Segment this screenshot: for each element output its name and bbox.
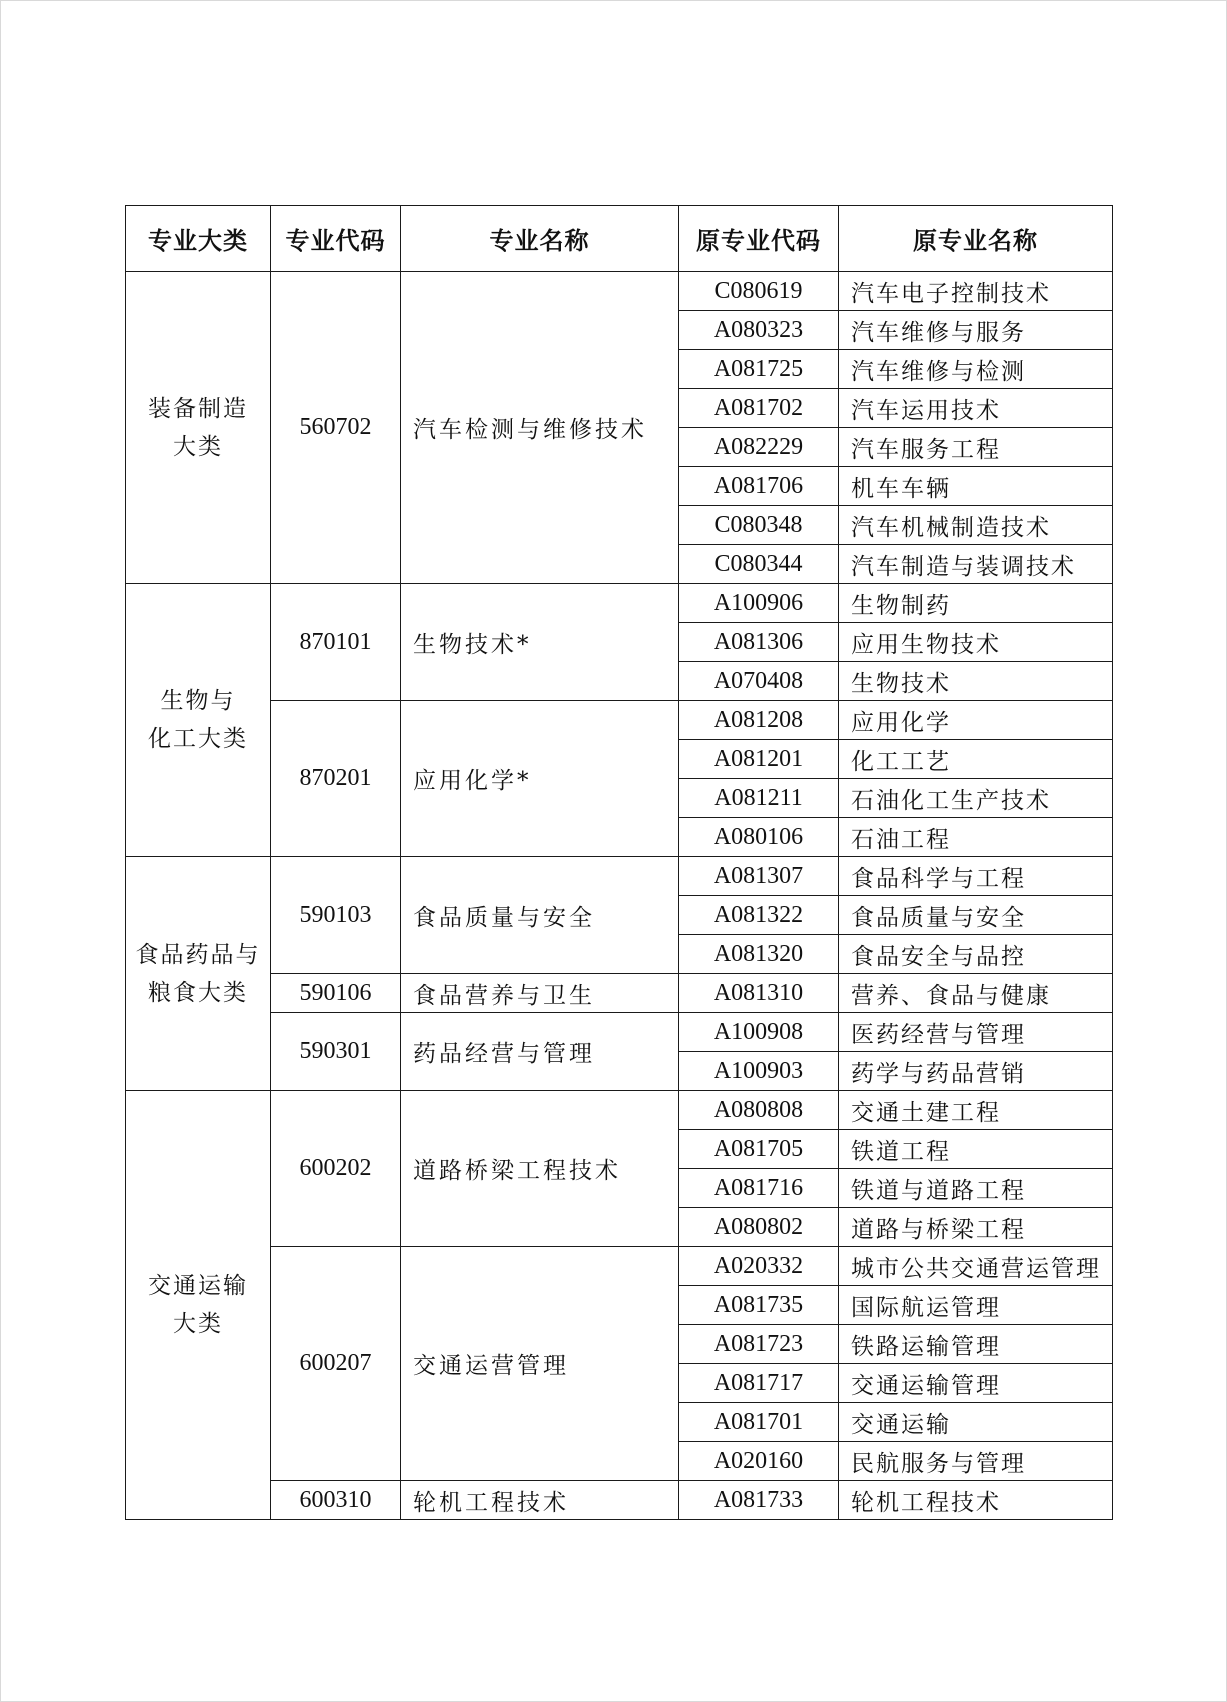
original-name-cell: 民航服务与管理 <box>839 1442 1113 1481</box>
original-name-cell: 交通运输 <box>839 1403 1113 1442</box>
original-code-cell: A081723 <box>679 1325 839 1364</box>
table-body <box>126 272 1113 1520</box>
major-code-cell: 560702 <box>271 272 401 584</box>
major-name-cell: 食品质量与安全 <box>401 857 679 974</box>
original-name-cell: 应用化学 <box>839 701 1113 740</box>
original-code-cell: A081733 <box>679 1481 839 1520</box>
original-name-cell: 城市公共交通营运管理 <box>839 1247 1113 1286</box>
original-name-cell: 生物制药 <box>839 584 1113 623</box>
table-row <box>126 1013 1113 1052</box>
category-cell <box>126 584 271 857</box>
original-name-cell: 机车车辆 <box>839 467 1113 506</box>
original-code-cell: A070408 <box>679 662 839 701</box>
table-row <box>126 974 1113 1013</box>
major-code-cell: 600207 <box>271 1247 401 1481</box>
original-code-cell: A081307 <box>679 857 839 896</box>
original-name-cell: 食品安全与品控 <box>839 935 1113 974</box>
original-code-cell: A081320 <box>679 935 839 974</box>
original-name-cell: 交通运输管理 <box>839 1364 1113 1403</box>
header-major-name: 专业名称 <box>401 206 679 272</box>
original-code-cell: A081735 <box>679 1286 839 1325</box>
original-name-cell: 汽车电子控制技术 <box>839 272 1113 311</box>
header-category: 专业大类 <box>126 206 271 272</box>
original-code-cell: A081705 <box>679 1130 839 1169</box>
category-name-line: 装备制造 <box>148 395 248 422</box>
original-name-cell: 食品质量与安全 <box>839 896 1113 935</box>
original-code-cell: A081322 <box>679 896 839 935</box>
original-name-cell: 国际航运管理 <box>839 1286 1113 1325</box>
original-code-cell: A020160 <box>679 1442 839 1481</box>
original-code-cell: A081211 <box>679 779 839 818</box>
original-code-cell: A100906 <box>679 584 839 623</box>
original-name-cell: 汽车机械制造技术 <box>839 506 1113 545</box>
category-name-line: 粮食大类 <box>148 979 248 1006</box>
major-code-cell: 590103 <box>271 857 401 974</box>
header-major-code: 专业代码 <box>271 206 401 272</box>
original-name-cell: 营养、食品与健康 <box>839 974 1113 1013</box>
original-name-cell: 轮机工程技术 <box>839 1481 1113 1520</box>
original-code-cell: A080808 <box>679 1091 839 1130</box>
major-code-cell: 590106 <box>271 974 401 1013</box>
original-name-cell: 石油化工生产技术 <box>839 779 1113 818</box>
table-row <box>126 857 1113 896</box>
table-row <box>126 701 1113 740</box>
original-code-cell: A081702 <box>679 389 839 428</box>
original-code-cell: A080106 <box>679 818 839 857</box>
category-name-line: 交通运输 <box>148 1273 248 1299</box>
major-code-cell: 590301 <box>271 1013 401 1091</box>
original-name-cell: 应用生物技术 <box>839 623 1113 662</box>
category-name-line: 化工大类 <box>148 726 248 752</box>
major-name-cell: 食品营养与卫生 <box>401 974 679 1013</box>
major-code-cell: 600202 <box>271 1091 401 1247</box>
major-name-cell: 汽车检测与维修技术 <box>401 272 679 584</box>
original-code-cell: A081717 <box>679 1364 839 1403</box>
header-original-name: 原专业名称 <box>839 206 1113 272</box>
original-name-cell: 汽车制造与装调技术 <box>839 545 1113 584</box>
original-code-cell: A081310 <box>679 974 839 1013</box>
category-cell <box>126 857 271 1091</box>
major-name-cell: 生物技术* <box>401 584 679 701</box>
header-original-code: 原专业代码 <box>679 206 839 272</box>
original-name-cell: 铁道与道路工程 <box>839 1169 1113 1208</box>
original-name-cell: 汽车服务工程 <box>839 428 1113 467</box>
original-code-cell: A081208 <box>679 701 839 740</box>
original-name-cell: 石油工程 <box>839 818 1113 857</box>
major-name-cell: 道路桥梁工程技术 <box>401 1091 679 1247</box>
original-name-cell: 化工工艺 <box>839 740 1113 779</box>
category-name-line: 大类 <box>173 433 223 460</box>
original-code-cell: C080619 <box>679 272 839 311</box>
major-code-cell: 600310 <box>271 1481 401 1520</box>
original-code-cell: A080323 <box>679 311 839 350</box>
major-code-cell: 870201 <box>271 701 401 857</box>
category-cell <box>126 1091 271 1520</box>
major-name-cell: 交通运营管理 <box>401 1247 679 1481</box>
original-code-cell: A082229 <box>679 428 839 467</box>
original-name-cell: 交通土建工程 <box>839 1091 1113 1130</box>
major-name-cell: 药品经营与管理 <box>401 1013 679 1091</box>
original-name-cell: 汽车维修与检测 <box>839 350 1113 389</box>
original-name-cell: 药学与药品营销 <box>839 1052 1113 1091</box>
major-mapping-table <box>125 205 1113 1520</box>
original-name-cell: 汽车维修与服务 <box>839 311 1113 350</box>
original-code-cell: A020332 <box>679 1247 839 1286</box>
original-code-cell: A100903 <box>679 1052 839 1091</box>
table-row <box>126 272 1113 311</box>
category-cell <box>126 272 271 584</box>
original-code-cell: A081201 <box>679 740 839 779</box>
table-row <box>126 584 1113 623</box>
original-code-cell: A081725 <box>679 350 839 389</box>
original-code-cell: C080344 <box>679 545 839 584</box>
major-name-cell: 轮机工程技术 <box>401 1481 679 1520</box>
major-code-cell: 870101 <box>271 584 401 701</box>
original-code-cell: A081306 <box>679 623 839 662</box>
original-code-cell: A081716 <box>679 1169 839 1208</box>
original-code-cell: C080348 <box>679 506 839 545</box>
original-code-cell: A081706 <box>679 467 839 506</box>
major-name-cell: 应用化学* <box>401 701 679 857</box>
original-name-cell: 生物技术 <box>839 662 1113 701</box>
original-code-cell: A100908 <box>679 1013 839 1052</box>
category-name-line: 生物与 <box>160 688 236 714</box>
original-code-cell: A081701 <box>679 1403 839 1442</box>
original-name-cell: 汽车运用技术 <box>839 389 1113 428</box>
original-name-cell: 医药经营与管理 <box>839 1013 1113 1052</box>
original-name-cell: 食品科学与工程 <box>839 857 1113 896</box>
original-name-cell: 道路与桥梁工程 <box>839 1208 1113 1247</box>
table-header-row <box>126 206 1113 272</box>
original-name-cell: 铁路运输管理 <box>839 1325 1113 1364</box>
category-name-line: 食品药品与 <box>135 941 261 968</box>
original-code-cell: A080802 <box>679 1208 839 1247</box>
category-name-line: 大类 <box>173 1311 223 1337</box>
table-row <box>126 1091 1113 1130</box>
original-name-cell: 铁道工程 <box>839 1130 1113 1169</box>
table-row <box>126 1481 1113 1520</box>
table-row <box>126 1247 1113 1286</box>
